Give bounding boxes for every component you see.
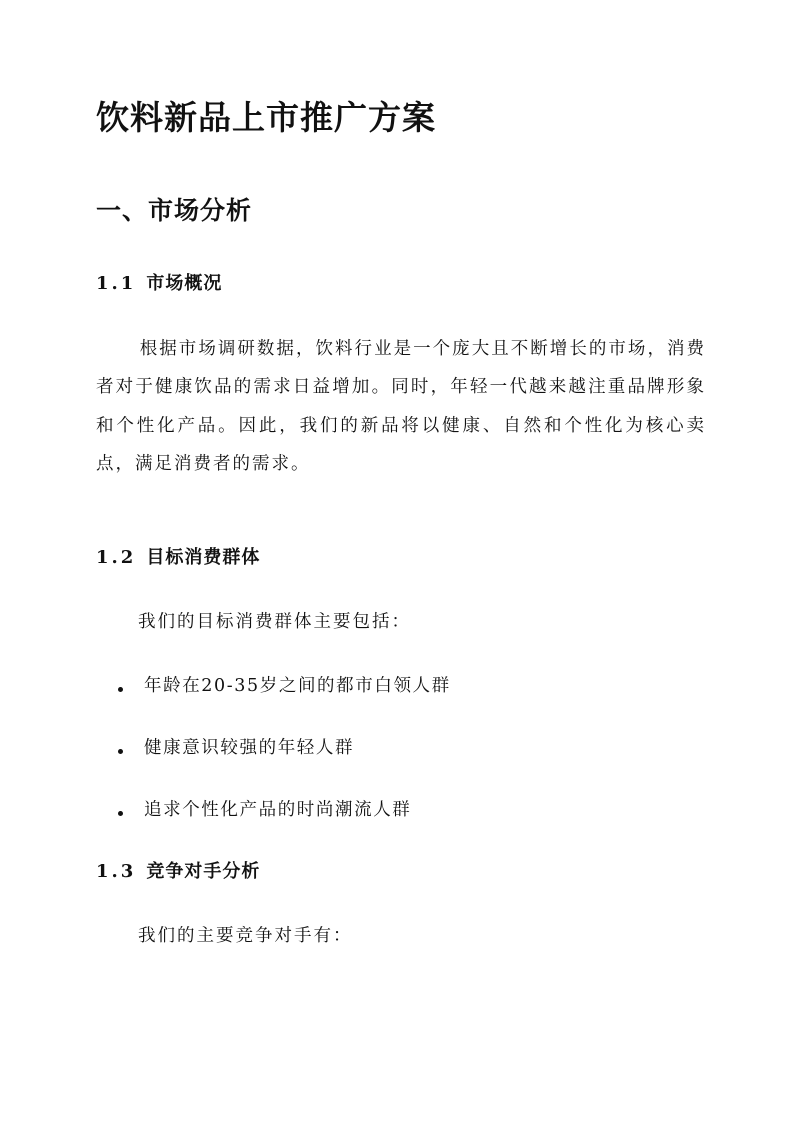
- subheading-number: 1.3: [96, 861, 137, 882]
- list-item-text: 年龄在20-35岁之间的都市白领人群: [144, 676, 451, 696]
- target-consumers-intro: 我们的目标消费群体主要包括：: [138, 612, 411, 632]
- list-item: [118, 796, 411, 824]
- subheading-competitor-analysis: [96, 858, 260, 886]
- list-item: [118, 734, 354, 762]
- subheading-number: 1.1: [96, 273, 137, 294]
- subheading-title: 市场概况: [146, 273, 223, 294]
- list-item-text: 追求个性化产品的时尚潮流人群: [144, 800, 412, 820]
- section-heading-market-analysis: 一、市场分析: [96, 196, 253, 225]
- subheading-market-overview: [96, 270, 222, 298]
- subheading-target-consumers: [96, 544, 260, 572]
- bullet-icon: [118, 811, 123, 816]
- subheading-title: 目标消费群体: [146, 547, 261, 568]
- competitor-analysis-intro: 我们的主要竞争对手有：: [138, 926, 353, 946]
- document-title: 饮料新品上市推广方案: [96, 98, 436, 137]
- bullet-icon: [118, 749, 123, 754]
- list-item: [118, 672, 451, 700]
- bullet-icon: [118, 687, 123, 692]
- subheading-title: 竞争对手分析: [146, 861, 261, 882]
- market-overview-paragraph: 根据市场调研数据，饮料行业是一个庞大且不断增长的市场，消费者对于健康饮品的需求日益增加。同时，年轻一代越来越注重品牌形象和个性化产品。因此，我们的新品将以健康、自然和个性化为核心卖点，满足消费者的需求。: [96, 339, 706, 474]
- subheading-number: 1.2: [96, 547, 137, 568]
- list-item-text: 健康意识较强的年轻人群: [144, 738, 355, 758]
